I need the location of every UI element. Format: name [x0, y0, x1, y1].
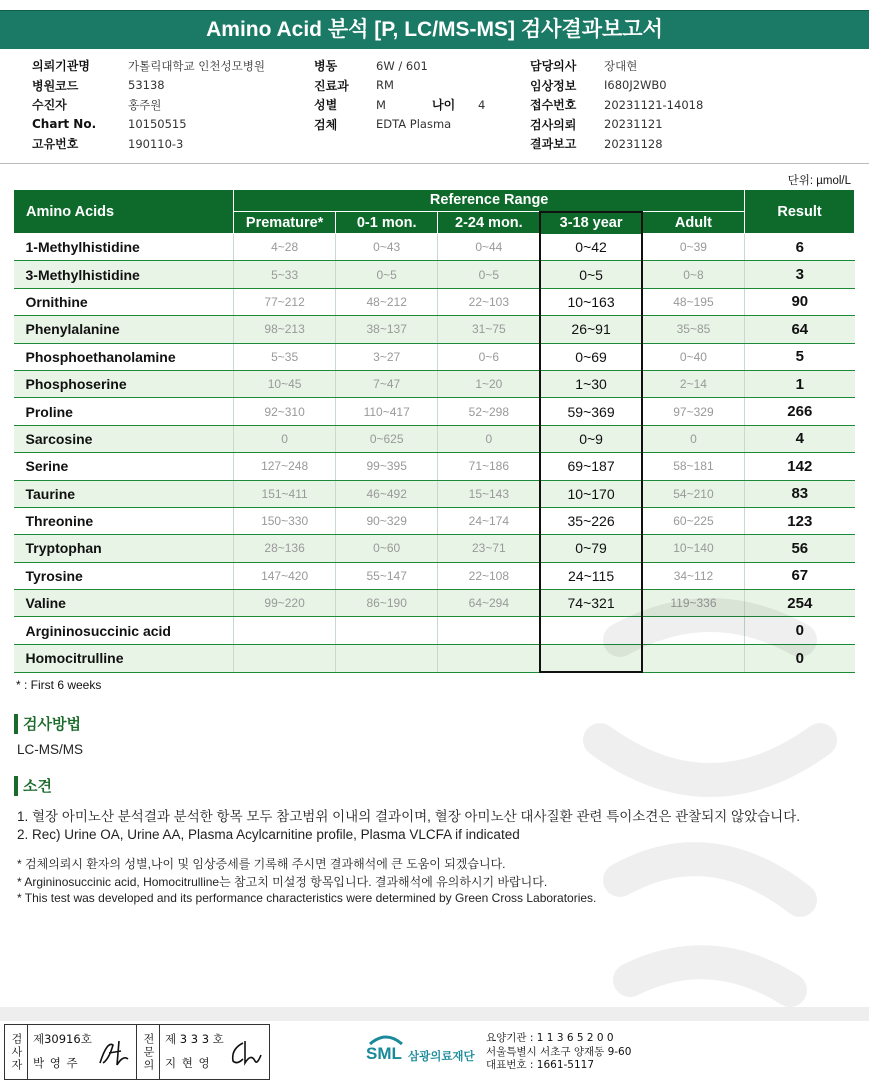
info-row	[32, 115, 265, 135]
reference-cell: 0~625	[336, 425, 438, 452]
footer-band	[0, 1007, 869, 1021]
info-value: 190110-3	[128, 136, 184, 151]
opinion-heading: 소견	[14, 776, 52, 796]
reference-cell: 34~112	[642, 562, 745, 589]
address-line-3: 대표번호 : 1661-5117	[486, 1059, 595, 1071]
table-row	[14, 234, 855, 261]
reference-cell: 46~492	[336, 480, 438, 507]
amino-acid-name: Ornithine	[14, 288, 234, 315]
reference-cell: 10~163	[540, 288, 641, 315]
info-column-2	[314, 56, 485, 134]
reference-cell	[234, 644, 336, 672]
amino-acid-name: Threonine	[14, 507, 234, 534]
reference-cell: 92~310	[234, 398, 336, 425]
info-column-3	[530, 56, 703, 154]
reference-cell: 26~91	[540, 316, 641, 343]
info-value: 홍주원	[128, 97, 162, 112]
info-value: 53138	[128, 78, 165, 93]
reference-cell: 86~190	[336, 590, 438, 617]
reference-cell: 31~75	[438, 316, 541, 343]
info-value: 20231121-14018	[604, 97, 704, 112]
tester-signature	[97, 1037, 131, 1069]
reference-cell: 5~33	[234, 261, 336, 288]
info-value: 장대현	[604, 58, 638, 73]
reference-cell	[336, 617, 438, 644]
info-row	[32, 76, 265, 96]
info-label: 검체	[314, 117, 338, 132]
reference-cell: 0~9	[540, 425, 641, 452]
reference-cell: 71~186	[438, 453, 541, 480]
lab-address	[486, 1032, 631, 1073]
reference-cell	[438, 644, 541, 672]
table-row	[14, 480, 855, 507]
reference-cell: 0~5	[336, 261, 438, 288]
reference-cell: 0~43	[336, 234, 438, 261]
reference-cell: 99~395	[336, 453, 438, 480]
tester-license: 제30916호	[33, 1032, 92, 1046]
reference-cell: 98~213	[234, 316, 336, 343]
reference-cell: 7~47	[336, 370, 438, 397]
amino-acid-name: Valine	[14, 590, 234, 617]
amino-acid-name: 1-Methylhistidine	[14, 234, 234, 261]
amino-acid-name: Argininosuccinic acid	[14, 617, 234, 644]
info-column-1	[32, 56, 265, 154]
result-cell: 3	[745, 261, 855, 288]
result-cell: 0	[745, 617, 855, 644]
amino-acid-name: Homocitrulline	[14, 644, 234, 672]
info-label: 성별	[314, 98, 338, 113]
info-label: 임상정보	[530, 78, 577, 93]
opinion-line-1: 1. 혈장 아미노산 분석결과 분석한 항목 모두 참고범위 이내의 결과이며, 혈장 아미노산 대사질환 관련 특이소견은 관찰되지 않았습니다.	[17, 809, 800, 824]
reference-cell: 10~140	[642, 535, 745, 562]
header-ref-3: 3-18 year	[540, 212, 641, 234]
reference-cell: 58~181	[642, 453, 745, 480]
info-label: 나이	[432, 98, 456, 113]
info-row	[32, 95, 265, 115]
table-row	[14, 507, 855, 534]
reference-cell: 0	[438, 425, 541, 452]
reference-cell: 28~136	[234, 535, 336, 562]
reference-cell: 1~20	[438, 370, 541, 397]
reference-cell: 1~30	[540, 370, 641, 397]
reference-cell: 69~187	[540, 453, 641, 480]
result-cell: 5	[745, 343, 855, 370]
signature-box	[4, 1024, 270, 1080]
sml-mark: SML	[366, 1044, 402, 1063]
info-value: M	[376, 97, 386, 112]
info-row	[314, 115, 485, 135]
info-row	[314, 76, 485, 96]
reference-cell: 10~170	[540, 480, 641, 507]
reference-cell: 48~195	[642, 288, 745, 315]
amino-acid-name: Proline	[14, 398, 234, 425]
reference-cell: 5~35	[234, 343, 336, 370]
specialist-name: 지 현 영	[165, 1056, 211, 1070]
reference-cell: 3~27	[336, 343, 438, 370]
info-value: EDTA Plasma	[376, 117, 452, 132]
reference-cell: 119~336	[642, 590, 745, 617]
info-value: 20231128	[604, 136, 663, 151]
table-row	[14, 370, 855, 397]
reference-cell: 48~212	[336, 288, 438, 315]
info-row	[530, 56, 703, 76]
reference-cell: 0~6	[438, 343, 541, 370]
reference-cell: 0~39	[642, 234, 745, 261]
reference-cell: 97~329	[642, 398, 745, 425]
opinion-line-2: 2. Rec) Urine OA, Urine AA, Plasma Acylcarnitine profile, Plasma VLCFA if indicated	[17, 827, 520, 842]
info-row	[32, 56, 265, 76]
method-text: LC-MS/MS	[17, 742, 84, 757]
result-cell: 266	[745, 398, 855, 425]
reference-cell	[336, 644, 438, 672]
reference-cell: 23~71	[438, 535, 541, 562]
table-row	[14, 398, 855, 425]
amino-acid-name: 3-Methylhistidine	[14, 261, 234, 288]
info-row	[530, 95, 703, 115]
tester-label: 검사자	[5, 1025, 28, 1079]
reference-cell: 55~147	[336, 562, 438, 589]
reference-cell: 0~60	[336, 535, 438, 562]
info-label: 병동	[314, 59, 338, 74]
reference-cell: 60~225	[642, 507, 745, 534]
reference-cell: 0~79	[540, 535, 641, 562]
reference-cell: 90~329	[336, 507, 438, 534]
watermark-logo	[560, 580, 860, 1020]
reference-cell: 35~226	[540, 507, 641, 534]
reference-cell: 0~42	[540, 234, 641, 261]
amino-acid-name: Phosphoethanolamine	[14, 343, 234, 370]
result-cell: 90	[745, 288, 855, 315]
result-cell: 123	[745, 507, 855, 534]
table-row	[14, 288, 855, 315]
result-cell: 56	[745, 535, 855, 562]
report-title: Amino Acid 분석 [P, LC/MS-MS] 검사결과보고서	[0, 10, 869, 49]
result-cell: 142	[745, 453, 855, 480]
method-heading: 검사방법	[14, 714, 81, 734]
reference-cell: 110~417	[336, 398, 438, 425]
reference-cell: 24~115	[540, 562, 641, 589]
table-row	[14, 343, 855, 370]
table-row	[14, 425, 855, 452]
amino-acid-name: Serine	[14, 453, 234, 480]
amino-acid-name: Tryptophan	[14, 535, 234, 562]
info-label: 의뢰기관명	[32, 59, 90, 74]
info-value: 가톨릭대학교 인천성모병원	[128, 58, 265, 73]
reference-cell: 77~212	[234, 288, 336, 315]
reference-cell: 2~14	[642, 370, 745, 397]
specialist-label: 전문의	[136, 1025, 160, 1079]
header-ref-2: 2-24 mon.	[438, 212, 541, 234]
info-row	[530, 134, 703, 154]
tester-name: 박 영 주	[33, 1056, 79, 1070]
note-line-1: * 검체의뢰시 환자의 성별,나이 및 임상증세를 기록해 주시면 결과해석에 큰 도움이 되겠습니다.	[17, 857, 506, 871]
info-row	[530, 115, 703, 135]
amino-acid-name: Taurine	[14, 480, 234, 507]
amino-acid-name: Phenylalanine	[14, 316, 234, 343]
reference-cell: 35~85	[642, 316, 745, 343]
reference-cell: 24~174	[438, 507, 541, 534]
info-label: Chart No.	[32, 117, 97, 132]
info-label: 접수번호	[530, 98, 577, 113]
table-footnote: * : First 6 weeks	[16, 678, 102, 692]
reference-cell: 0~8	[642, 261, 745, 288]
reference-cell: 10~45	[234, 370, 336, 397]
header-ref-1: 0-1 mon.	[336, 212, 438, 234]
reference-cell: 127~248	[234, 453, 336, 480]
info-label: 결과보고	[530, 137, 577, 152]
reference-cell: 59~369	[540, 398, 641, 425]
specialist-license: 제 3 3 3 호	[165, 1032, 224, 1046]
reference-cell	[438, 617, 541, 644]
reference-cell: 0~5	[438, 261, 541, 288]
amino-acid-name: Phosphoserine	[14, 370, 234, 397]
info-label: 고유번호	[32, 137, 79, 152]
result-cell: 6	[745, 234, 855, 261]
reference-cell: 150~330	[234, 507, 336, 534]
header-amino-acids: Amino Acids	[14, 190, 234, 234]
info-label: 수진자	[32, 98, 67, 113]
reference-cell: 0~44	[438, 234, 541, 261]
header-ref-0: Premature*	[234, 212, 336, 234]
info-value: 10150515	[128, 117, 187, 132]
info-value: 4	[478, 97, 486, 112]
result-cell: 0	[745, 644, 855, 672]
specialist-signature	[227, 1037, 263, 1069]
reference-cell: 151~411	[234, 480, 336, 507]
address-line-1: 요양기관 : 1 1 3 6 5 2 0 0	[486, 1032, 614, 1044]
info-value: 6W / 601	[376, 58, 428, 73]
result-cell: 254	[745, 590, 855, 617]
header-ref-4: Adult	[642, 212, 745, 234]
reference-cell: 74~321	[540, 590, 641, 617]
header-reference-range: Reference Range	[234, 190, 745, 212]
reference-cell: 64~294	[438, 590, 541, 617]
amino-acid-name: Tyrosine	[14, 562, 234, 589]
note-line-3: * This test was developed and its performance characteristics were determined by Green Cross Laboratories.	[17, 891, 597, 905]
reference-cell: 52~298	[438, 398, 541, 425]
result-cell: 64	[745, 316, 855, 343]
info-row	[314, 56, 485, 76]
reference-cell: 4~28	[234, 234, 336, 261]
reference-cell: 54~210	[642, 480, 745, 507]
reference-cell: 22~103	[438, 288, 541, 315]
info-value: RM	[376, 78, 394, 93]
table-row	[14, 261, 855, 288]
info-row	[32, 134, 265, 154]
info-label: 검사의뢰	[530, 117, 577, 132]
reference-cell: 0~5	[540, 261, 641, 288]
header-divider	[0, 163, 869, 164]
header-result: Result	[745, 190, 855, 234]
result-cell: 1	[745, 370, 855, 397]
table-row	[14, 453, 855, 480]
reference-cell: 0~40	[642, 343, 745, 370]
unit-label: 단위: µmol/L	[787, 175, 851, 187]
info-label: 병원코드	[32, 78, 79, 93]
reference-cell: 147~420	[234, 562, 336, 589]
result-cell: 83	[745, 480, 855, 507]
info-value: 20231121	[604, 117, 663, 132]
amino-acid-name: Sarcosine	[14, 425, 234, 452]
result-cell: 67	[745, 562, 855, 589]
reference-cell: 15~143	[438, 480, 541, 507]
reference-cell: 0	[234, 425, 336, 452]
result-cell: 4	[745, 425, 855, 452]
reference-cell: 38~137	[336, 316, 438, 343]
table-row	[14, 316, 855, 343]
reference-cell: 99~220	[234, 590, 336, 617]
reference-cell: 0~69	[540, 343, 641, 370]
reference-cell: 22~108	[438, 562, 541, 589]
note-line-2: * Argininosuccinic acid, Homocitrulline는 참고치 미설정 항목입니다. 결과해석에 유의하시기 바랍니다.	[17, 875, 548, 889]
sml-name: 삼광의료재단	[408, 1049, 475, 1063]
info-value: I680J2WB0	[604, 78, 667, 93]
info-row	[530, 76, 703, 96]
info-row	[314, 95, 485, 115]
info-label: 담당의사	[530, 59, 577, 74]
address-line-2: 서울특별시 서초구 양재동 9-60	[486, 1045, 632, 1058]
table-row	[14, 535, 855, 562]
reference-cell: 0	[642, 425, 745, 452]
reference-cell	[234, 617, 336, 644]
info-label: 진료과	[314, 78, 349, 93]
